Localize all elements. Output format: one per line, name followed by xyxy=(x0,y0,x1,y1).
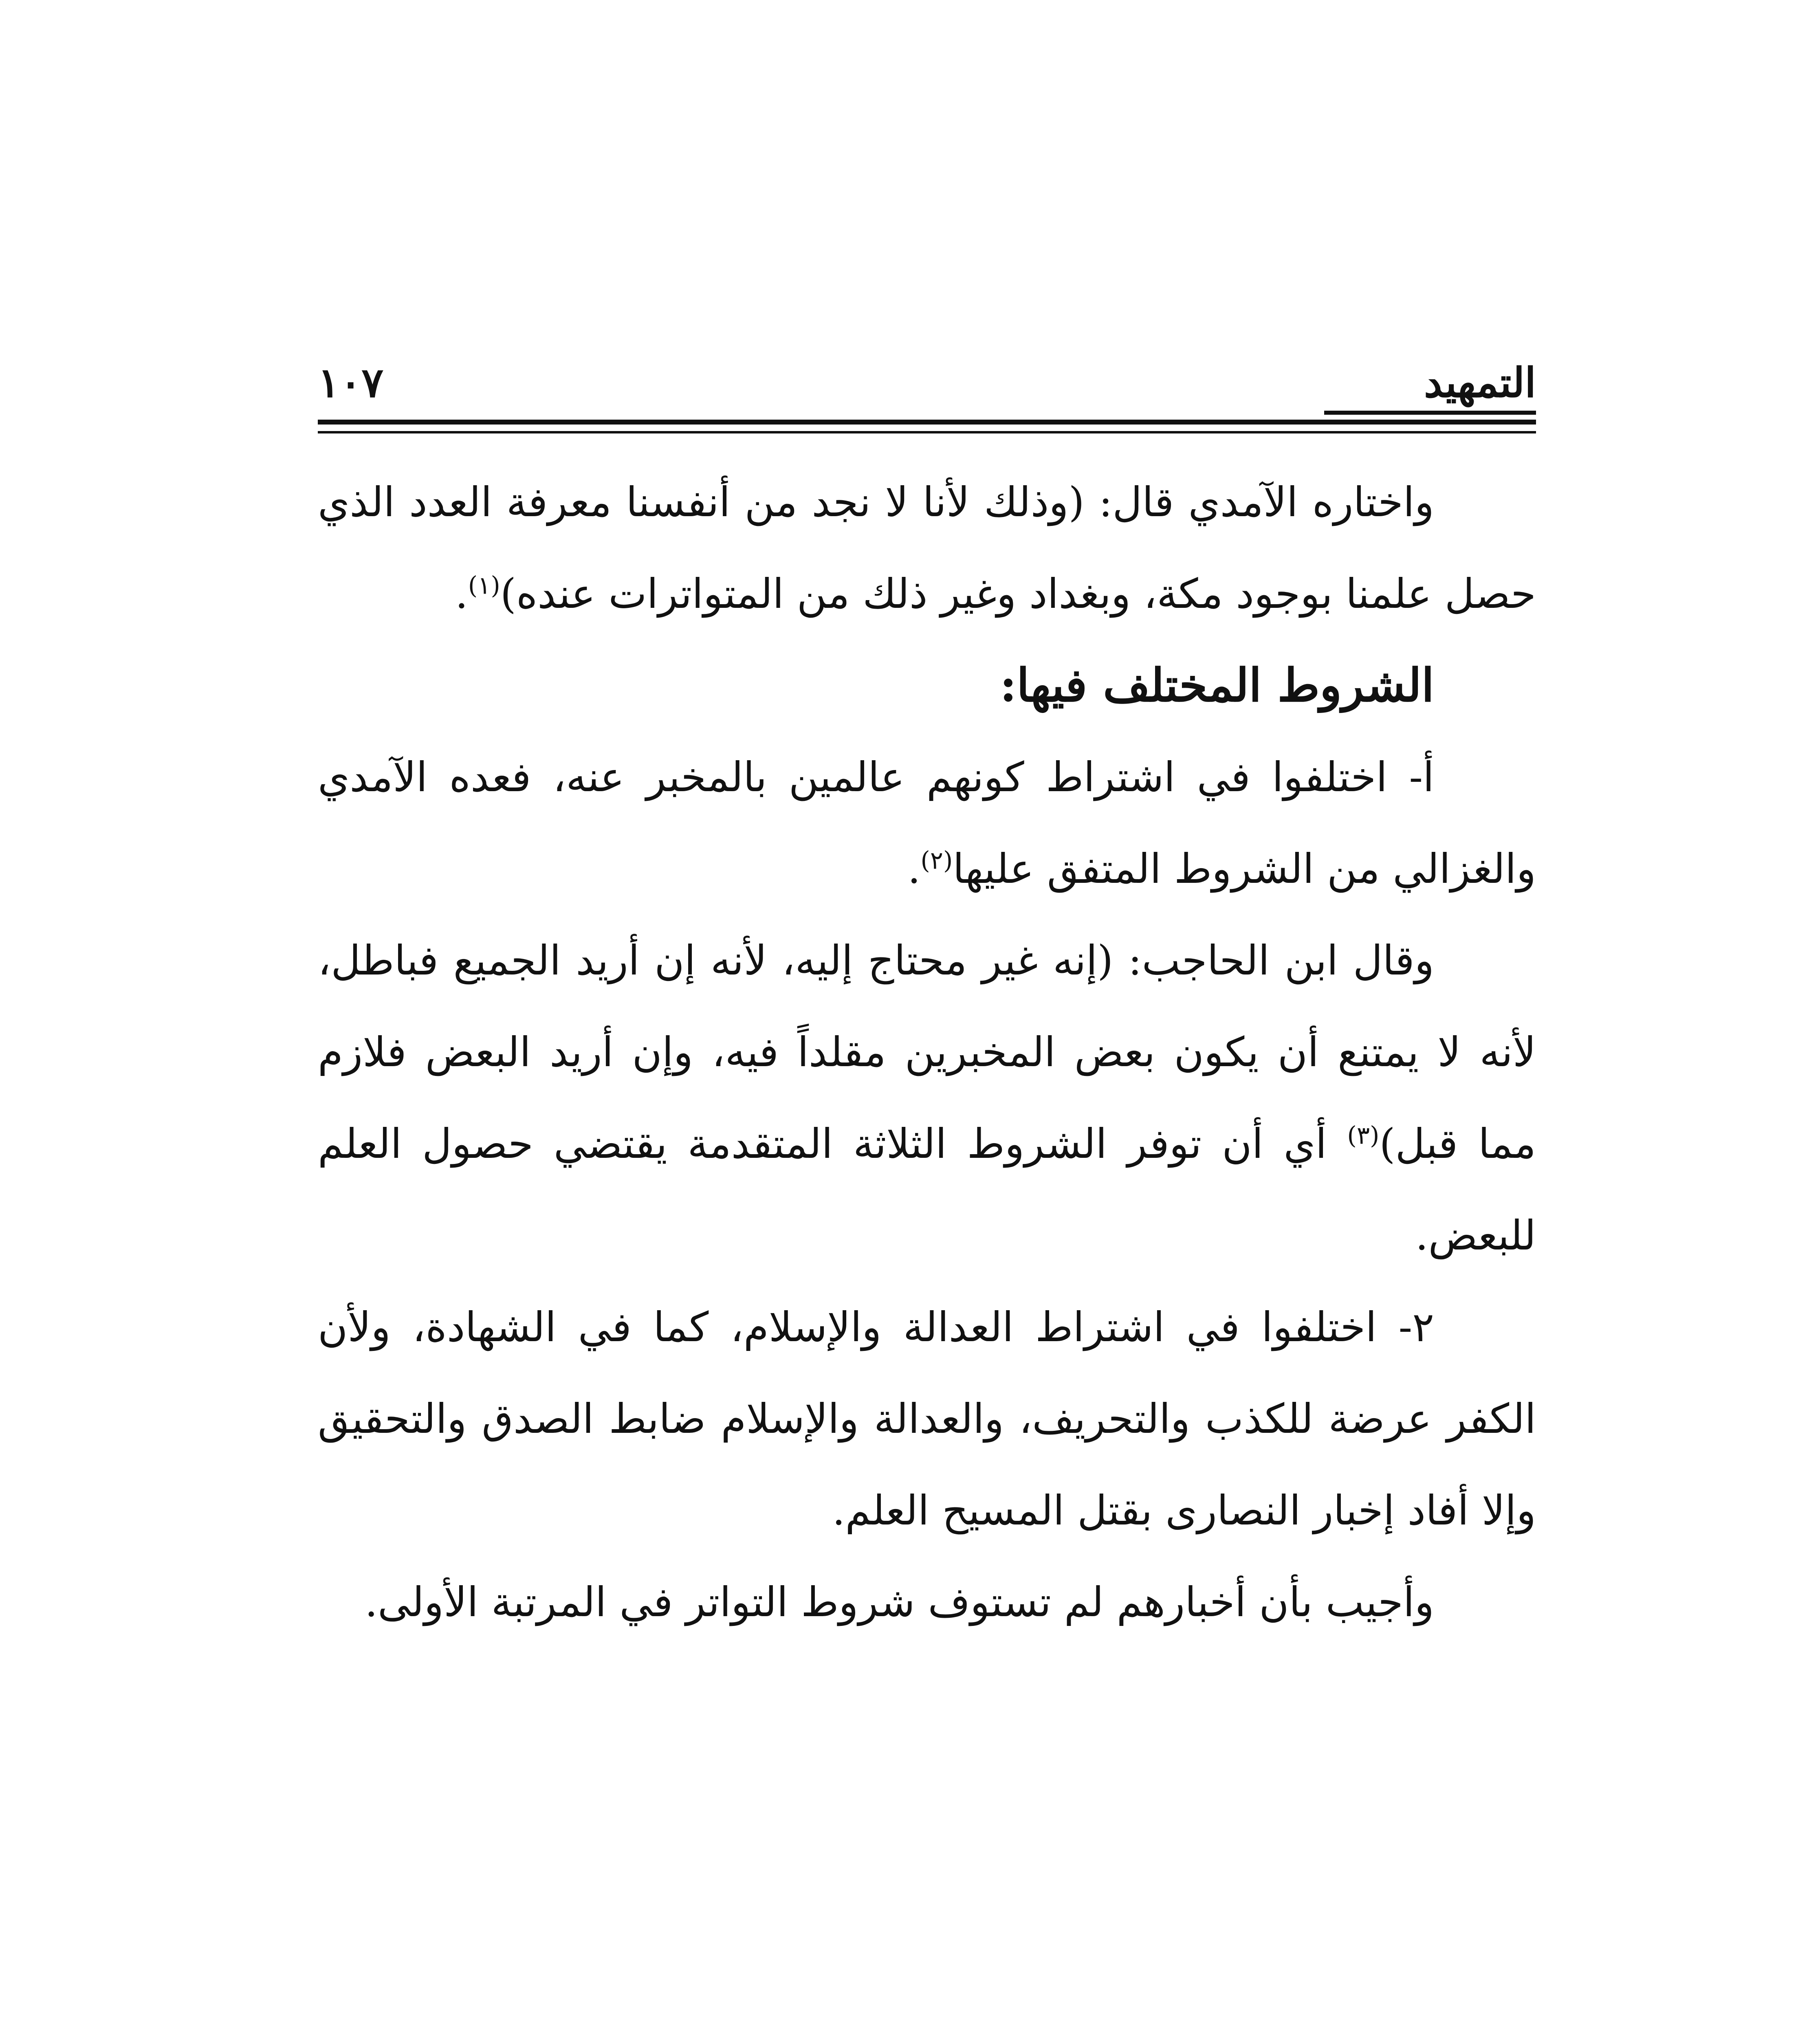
paragraph-1: واختاره الآمدي قال: (وذلك لأنا لا نجد من أنفسنا معرفة العدد الذي حصل علمنا بوجود مكة، وبغداد وغير ذلك من المتواترات عنده)$^{(١)}$. xyxy=(318,478,1536,618)
paragraph-2: أ- اختلفوا في اشتراط كونهم عالمين بالمخبر عنه، فعده الآمدي والغزالي من الشروط المتفق عليها$^{(٢)}$. xyxy=(318,753,1536,893)
chapter-title: التمهيد xyxy=(1424,359,1536,407)
header-rule-thin xyxy=(318,431,1536,433)
header-rule-thick xyxy=(318,420,1536,425)
footnote-ref-3[interactable]: (٣) xyxy=(1347,1121,1380,1150)
chapter-title-underline xyxy=(1324,411,1536,415)
footnote-ref-1[interactable]: (١) xyxy=(468,571,500,600)
section-heading: الشروط المختلف فيها: xyxy=(999,659,1434,712)
footnote-ref-2[interactable]: (٢) xyxy=(920,846,953,875)
page-number: ١٠٧ xyxy=(318,359,384,407)
paragraph-3: وقال ابن الحاجب: (إنه غير محتاج إليه، لأنه إن أريد الجميع فباطل، لأنه لا يمتنع أن يكون بعض المخبرين مقلداً فيه، وإن أريد البعض فلازم مما قبل)$^{(٣)}$ أي أن توفر الشروط الثلاثة المتقدمة يقتضي حصول العلم للبعض. xyxy=(318,937,1536,1259)
paragraph-4: ٢- اختلفوا في اشتراط العدالة والإسلام، كما في الشهادة، ولأن الكفر عرضة للكذب والتحريف، والعدالة والإسلام ضابط الصدق والتحقيق وإلا أفاد إخبار النصارى بقتل المسيح العلم. xyxy=(318,1303,1536,1534)
body-text xyxy=(318,456,1536,1648)
paragraph-5: وأجيب بأن أخبارهم لم تستوف شروط التواتر في المرتبة الأولى. xyxy=(365,1578,1434,1626)
